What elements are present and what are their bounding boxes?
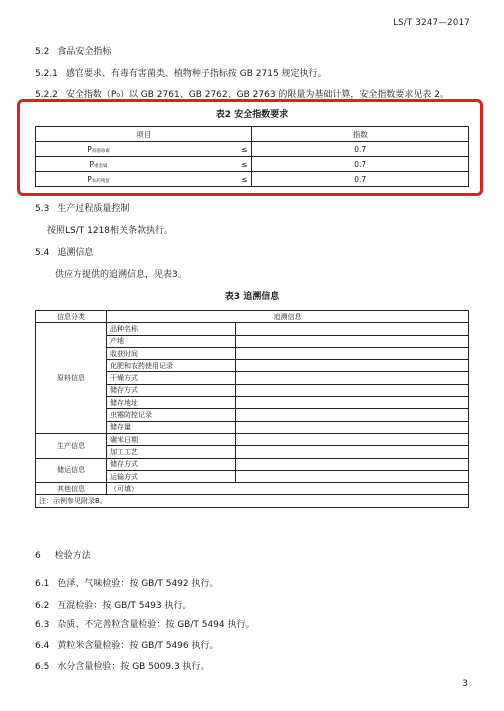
table3-header-info: 追溯信息: [107, 311, 469, 323]
table-row: 生产信息 碾米日期: [36, 433, 469, 445]
page-number: 3: [462, 679, 468, 689]
traceability-table: [35, 310, 469, 508]
section-5-3-body: 按照LS/T 1218相关条款执行。: [47, 226, 174, 236]
section-5-2: 5.2 食品安全指标: [35, 47, 112, 57]
section-6-2: 6.2 互混检验：按 GB/T 5493 执行。: [35, 601, 192, 611]
table-row: 虫霉防控记录: [36, 409, 469, 421]
standard-id: LS/T 3247—2017: [393, 18, 470, 28]
table-row: [36, 495, 469, 507]
section-5-3: 5.3 生产过程质量控制: [35, 204, 130, 214]
section-6: 6 检验方法: [35, 551, 91, 561]
section-6-1: 6.1 色泽、气味检验：按 GB/T 5492 执行。: [35, 579, 219, 589]
table-row: 储运信息 储存方式: [36, 458, 469, 470]
table-row: 原料信息 品种名称: [36, 323, 469, 335]
table-row: P农药残留 ≤ 0.7: [36, 172, 469, 187]
table2-header-index: 指数: [252, 127, 469, 142]
safety-index-table: [35, 126, 469, 187]
section-6-3: 6.3 杂质、不完善粒含量检验：按 GB/T 5494 执行。: [35, 620, 255, 630]
table-row: 干燥方式: [36, 372, 469, 384]
table-row: P真菌毒素 ≤ 0.7: [36, 142, 469, 157]
table-row: 产地: [36, 335, 469, 347]
table-row: 储存量: [36, 421, 469, 433]
table-row: 收获时间: [36, 347, 469, 359]
table-row: 储存方式: [36, 384, 469, 396]
table3-note: 注：示例参见附录B。: [36, 495, 469, 507]
section-6-4: 6.4 黄粒米含量检验：按 GB/T 5496 执行。: [35, 641, 219, 651]
section-5-4: 5.4 追溯信息: [35, 248, 94, 258]
table2-header-item: 项目: [36, 127, 252, 142]
table3-caption: 表3 追溯信息: [224, 292, 280, 302]
table-row: P重金属 ≤ 0.7: [36, 157, 469, 172]
section-5-2-2: 5.2.2 安全指数（P₀）以 GB 2761、GB 2762、GB 2763 的限量为基础计算，安全指数要求见表 2。: [35, 90, 449, 100]
table-row: 加工工艺: [36, 446, 469, 458]
table2-caption: 表2 安全指数要求: [215, 110, 289, 120]
section-5-2-1: 5.2.1 感官要求、有毒有害菌类、植物种子指标按 GB 2715 规定执行。: [35, 69, 327, 79]
table-row: 储存地址: [36, 397, 469, 409]
table-row: 化肥和农药使用记录: [36, 360, 469, 372]
table-row: 其他信息 （可填）: [36, 483, 469, 495]
table-row: 运输方式: [36, 470, 469, 482]
table3-header-category: 信息分类: [36, 311, 107, 323]
section-6-5: 6.5 水分含量检验：按 GB 5009.3 执行。: [35, 662, 210, 672]
section-5-4-body: 供应方提供的追溯信息，见表3。: [55, 270, 187, 280]
